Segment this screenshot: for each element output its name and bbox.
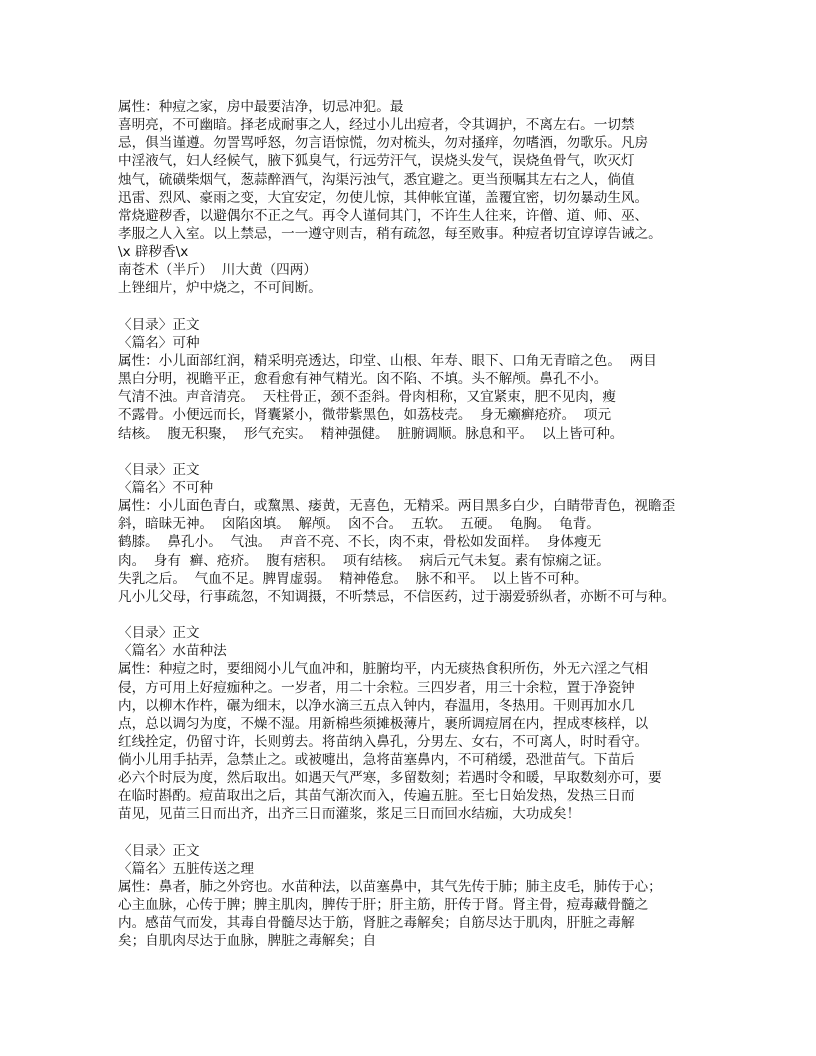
- blank-line: [118, 824, 718, 842]
- text-line: 在临时斟酌。痘苗取出之后，其苗气渐次而入，传遍五脏。至七日始发热，发热三日而: [118, 788, 635, 805]
- blank-line: [118, 298, 718, 316]
- text-line: 点，总以调匀为度，不燥不湿。用新棉些须摊极薄片，裹所调痘屑在内，捏成枣核样，以: [118, 715, 649, 732]
- text-line: 属性：小儿面部红润，精采明亮透达，印堂、山根、年寿、眼下、口角无青暗之色。 两目: [118, 352, 657, 369]
- text-line: 凡小儿父母，行事疏忽，不知调摄，不听禁忌，不信医药，过于溺爱骄纵者，亦断不可与种。: [118, 588, 676, 605]
- section-heading-line: 〈目录〉正文: [118, 842, 200, 859]
- text-line: 属性：小儿面色青白，或黧黑、痿黄，无喜色，无精采。两目黑多白少，白睛带青色，视瞻歪: [118, 498, 676, 515]
- text-line: 肉。 身有 癣、疮疥。 腹有痞积。 项有结核。 病后元气未复。素有惊痫之证。: [118, 552, 610, 569]
- text-line: 属性：种痘之时，要细阅小儿气血冲和，脏腑均平，内无痰热食积所伤，外无六淫之气相: [118, 661, 649, 678]
- text-line: 常烧避秽香，以避偶尔不正之气。再令人谨伺其门，不许生人往来，许僧、道、师、巫、: [118, 207, 649, 224]
- section-heading-line: 〈篇名〉可种: [118, 334, 200, 351]
- text-line: 内，以柳木作杵，碾为细末，以净水滴三五点入钟内，春温用，冬热用。干则再加水几: [118, 697, 635, 714]
- text-line: 气清不浊。声音清亮。 天柱骨正，颈不歪斜。骨肉相称，又宜紧束，肥不见肉，瘦: [118, 389, 617, 406]
- text-line: 苗见，见苗三日而出齐，出齐三日而灌浆，浆足三日而回水结痂，大功成矣！: [118, 806, 581, 823]
- text-line: 侵，方可用上好痘痂种之。一岁者，用二十余粒。三四岁者，用三十余粒，置于净瓷钟: [118, 679, 635, 696]
- section-heading-line: 〈篇名〉五脏传送之理: [118, 860, 254, 877]
- text-line: 孝服之人入室。以上禁忌，一一遵守则吉，稍有疏忽，每至败事。种痘者切宜谆谆告诫之。: [118, 225, 662, 242]
- text-line: 喜明亮，不可幽暗。择老成耐事之人，经过小儿出痘者，令其调护，不离左右。一切禁: [118, 117, 635, 134]
- section-heading-line: 〈目录〉正文: [118, 625, 200, 642]
- document-body: [118, 98, 718, 951]
- text-line: 上锉细片，炉中烧之，不可间断。: [118, 280, 322, 297]
- text-line: 忌，俱当谨遵。勿詈骂呼怒，勿言语惊慌，勿对梳头，勿对搔痒，勿嗜酒，勿歌乐。凡房: [118, 135, 649, 152]
- section-heading-line: 〈篇名〉水苗种法: [118, 643, 227, 660]
- text-line: 矣；自肌肉尽达于血脉，脾脏之毒解矣；自: [118, 933, 377, 950]
- text-line: 失乳之后。 气血不足。脾胃虚弱。 精神倦怠。 脉不和平。 以上皆不可种。: [118, 570, 588, 587]
- section-heading-line: 〈目录〉正文: [118, 316, 200, 333]
- text-line: 心主血脉，心传于脾；脾主肌肉，脾传于肝；肝主筋，肝传于肾。肾主骨，痘毒藏骨髓之: [118, 897, 649, 914]
- text-line: 必六个时辰为度，然后取出。如遇天气严寒，多留数刻；若遇时令和暖，早取数刻亦可，要: [118, 770, 662, 787]
- section-heading-line: 〈目录〉正文: [118, 461, 200, 478]
- section-heading-line: 〈篇名〉不可种: [118, 479, 214, 496]
- text-line: 属性：种痘之家，房中最要洁净，切忌冲犯。最: [118, 99, 404, 115]
- text-line: 属性：鼻者，肺之外窍也。水苗种法，以苗塞鼻中，其气先传于肺；肺主皮毛，肺传于心；: [118, 879, 662, 896]
- text-line: \x 辟秽香\x: [118, 244, 189, 261]
- text-line: 鹤膝。 鼻孔小。 气浊。 声音不亮、不长，肉不束，骨松如发面样。 身体瘦无: [118, 534, 602, 551]
- text-line: 中淫液气，妇人经候气，腋下狐臭气，行远劳汗气，误烧头发气，误烧鱼骨气，吹灭灯: [118, 153, 635, 170]
- text-line: 南苍术（半斤） 川大黄（四两）: [118, 262, 317, 279]
- text-line: 斜，暗昧无神。 囟陷囟填。 解颅。 囟不合。 五软。 五硬。 龟胸。 龟背。: [118, 516, 600, 533]
- text-line: 内。感苗气而发，其毒自骨髓尽达于筋，肾脏之毒解矣；自筋尽达于肌肉，肝脏之毒解: [118, 915, 635, 932]
- text-line: 结核。 腹无积聚， 形气充实。 精神强健。 脏腑调顺。脉息和平。 以上皆可种。: [118, 425, 624, 442]
- text-line: 不露骨。小便远而长，肾囊紧小，微带紫黑色，如荔枝壳。 身无癞癣疮疥。 项元: [118, 407, 612, 424]
- text-line: 烛气，硫磺柴烟气，葱蒜醉酒气，沟渠污浊气，悉宜避之。更当预嘱其左右之人，倘值: [118, 171, 635, 188]
- text-line: 倘小儿用手拈弄，急禁止之。或被嚏出，急将苗塞鼻内，不可稍缓，恐泄苗气。下苗后: [118, 752, 635, 769]
- text-line: 迅雷、烈风、豪雨之变，大宜安定，勿使儿惊，其伸帐宜谨，盖覆宜密，切勿暴动生风。: [118, 189, 649, 206]
- blank-line: [118, 443, 718, 461]
- text-line: 黑白分明，视瞻平正，愈看愈有神气精光。囟不陷、不填。头不解颅。鼻孔不小。: [118, 371, 608, 388]
- text-line: 红线拴定，仍留寸许，长则剪去。将苗纳入鼻孔，分男左、女右，不可离人，时时看守。: [118, 733, 649, 750]
- blank-line: [118, 606, 718, 624]
